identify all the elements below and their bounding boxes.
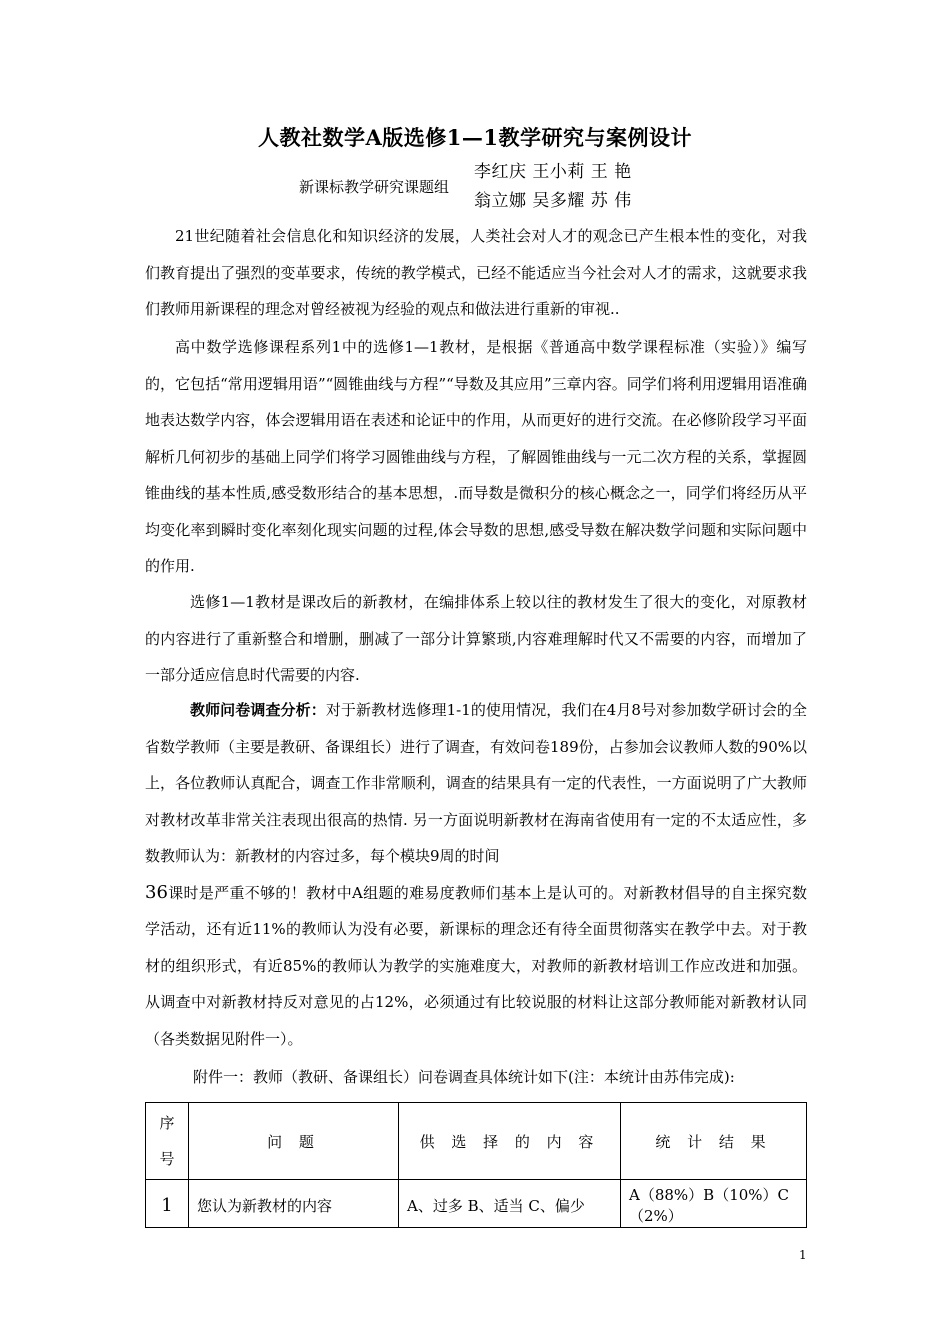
attachment-caption: 附件一：教师（教研、备课组长）问卷调查具体统计如下(注：本统计由苏伟完成): (193, 1068, 735, 1086)
survey-analysis-heading: 教师问卷调查分析： (190, 701, 326, 719)
author-line-2: 翁立娜 吴多耀 苏 伟 (474, 191, 632, 211)
paragraph-textbook-changes: 选修1—1教材是课改后的新教材，在编排体系上较以往的教材发生了很大的变化，对原教材的内容进行了重新整合和增删，删减了一部分计算繁琐,内容难理解时代又不需要的内容，而增加了一部分适应信息时代需要的内容. (145, 593, 807, 684)
survey-hours-number: 36 (145, 881, 168, 903)
row-index: 1 (146, 1180, 189, 1228)
paragraph-survey-analysis (145, 692, 807, 1057)
table-header-row (146, 1103, 807, 1180)
paragraph-intro: 21世纪随着社会信息化和知识经济的发展，人类社会对人才的观念已产生根本性的变化，对我们教育提出了强烈的变革要求，传统的教学模式，已经不能适应当今社会对人才的需求，这就要求我们教师用新课程的理念对曾经被视为经验的观点和做法进行重新的审视.. (145, 227, 807, 318)
row-result: A（88%）B（10%）C（2%） (621, 1180, 807, 1228)
table-row (146, 1180, 807, 1228)
research-group: 新课标教学研究课题组 (299, 178, 450, 196)
header-options: 供 选 择 的 内 容 (399, 1103, 621, 1180)
page-number: 1 (799, 1248, 807, 1262)
row-question: 您认为新教材的内容 (189, 1180, 399, 1228)
survey-analysis-text-b: 课时是严重不够的！教材中A组题的难易度教师们基本上是认可的。对新教材倡导的自主探究数学活动，还有近11%的教师认为没有必要，新课标的理念还有待全面贯彻落实在教学中去。对于教材的组织形式，有近85%的教师认为教学的实施难度大，对教师的新教材培训工作应改进和加强。从调查中对新教材持反对意见的占12%，必须通过有比较说服的材料让这部分教师能对新教材认同（各类数据见附件一）。 (145, 883, 807, 1048)
author-line-1: 李红庆 王小莉 王 艳 (474, 162, 632, 182)
author-list (474, 158, 632, 216)
document-title: 人教社数学A版选修1—1教学研究与案例设计 (257, 125, 692, 150)
header-question: 问 题 (189, 1103, 399, 1180)
header-results: 统 计 结 果 (621, 1103, 807, 1180)
header-index: 序 号 (146, 1103, 189, 1180)
paragraph-course-overview: 高中数学选修课程系列1中的选修1—1教材，是根据《普通高中数学课程标准（实验）》编写的，它包括“常用逻辑用语”“圆锥曲线与方程”“导数及其应用”三章内容。同学们将利用逻辑用语准确地表达数学内容，体会逻辑用语在表述和论证中的作用，从而更好的进行交流。在必修阶段学习平面解析几何初步的基础上同学们将学习圆锥曲线与方程，了解圆锥曲线与一元二次方程的关系，掌握圆锥曲线的基本性质,感受数形结合的基本思想，.而导数是微积分的核心概念之一，同学们将经历从平均变化率到瞬时变化率刻化现实问题的过程,体会导数的思想,感受导数在解决数学问题和实际问题中的作用. (145, 338, 807, 575)
survey-table (145, 1102, 807, 1228)
survey-analysis-text-a: 对于新教材选修理1-1的使用情况，我们在4月8号对参加数学研讨会的全省数学教师（主要是教研、备课组长）进行了调查，有效问卷189份，占参加会议教师人数的90%以上，各位教师认真配合，调查工作非常顺利，调查的结果具有一定的代表性，一方面说明了广大教师对教材改革非常关注表现出很高的热情. 另一方面说明新教材在海南省使用有一定的不太适应性，多数教师认为：新教材的内容过多，每个模块9周的时间 (145, 701, 807, 865)
row-options: A、过多 B、适当 C、偏少 (399, 1180, 621, 1228)
